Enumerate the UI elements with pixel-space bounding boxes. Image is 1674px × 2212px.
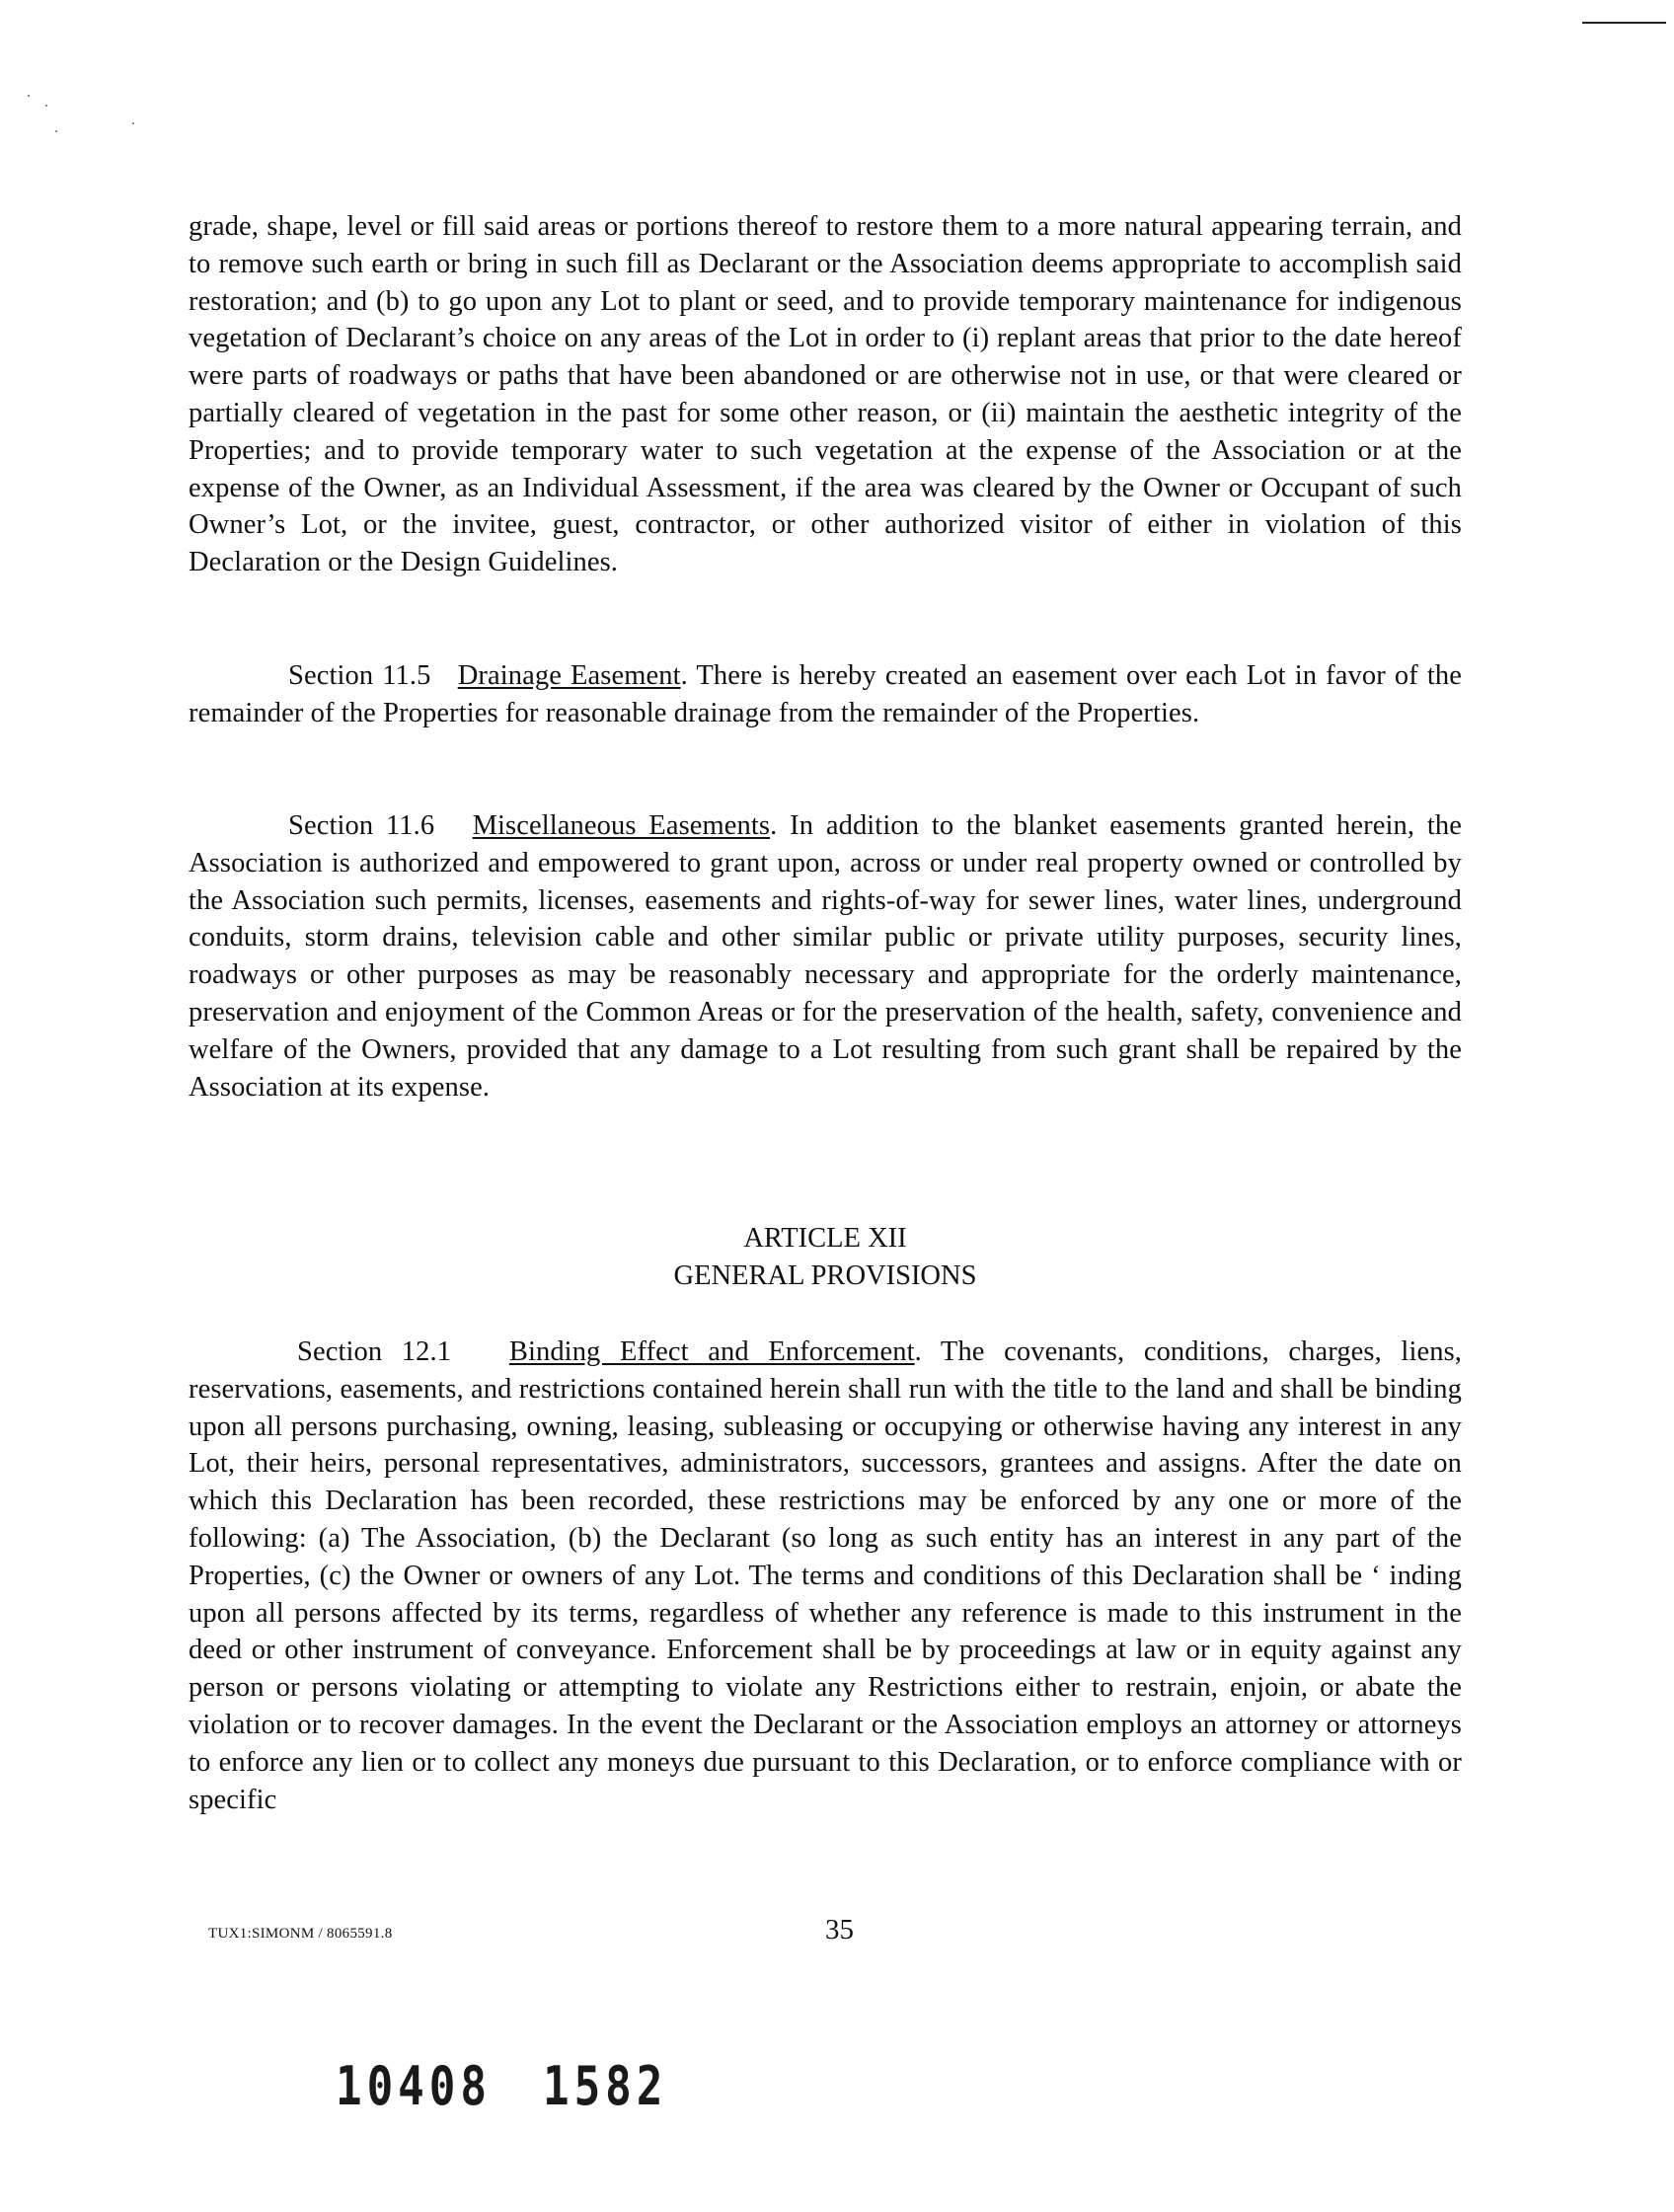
scan-speck — [45, 105, 47, 107]
scan-speck — [55, 130, 57, 132]
section-12-1 — [189, 1334, 1462, 1818]
section-title: Miscellaneous Easements — [472, 810, 771, 841]
article-number: ARTICLE XII — [743, 1223, 907, 1254]
article-title: GENERAL PROVISIONS — [673, 1260, 977, 1291]
scan-speck — [132, 122, 134, 124]
section-number: Section 12.1 — [297, 1336, 452, 1367]
section-body: . The covenants, conditions, charges, liens, reservations, easements, and restrictions contained herein shall run with the title to the land and shall be binding upon all persons purchasing, owning, leasing, subleasing or occupying or otherwise having any interest in any Lot, their heirs, personal representatives, administrators, successors, grantees and assigns. After the date on which this Declaration has been recorded, these restrictions may be enforced by any one or more of the following: (a) The Association, (b) the Declarant (so long as such entity has an interest in any part of the Properties, (c) the Owner or owners of any Lot. The terms and conditions of this Declaration shall be ‘ inding upon all persons affected by its terms, regardless of whether any reference is made to this instrument in the deed or other instrument of conveyance. Enforcement shall be by proceedings at law or in equity against any person or persons violating or attempting to violate any Restrictions either to restrain, enjoin, or abate the violation or to recover damages. In the event the Declarant or the Association employs an attorney or attorneys to enforce any lien or to collect any moneys due pursuant to this Declaration, or to enforce compliance with or specific — [189, 1336, 1462, 1815]
scan-speck — [28, 95, 30, 97]
recording-book-number: 10408 — [336, 2055, 492, 2117]
page-number: 35 — [825, 1914, 854, 1945]
document-id: TUX1:SIMONM / 8065591.8 — [208, 1926, 393, 1942]
section-11-5 — [189, 657, 1462, 732]
section-title: Drainage Easement — [457, 660, 681, 691]
section-number: Section 11.5 — [288, 660, 431, 691]
paragraph-continued: grade, shape, level or fill said areas or portions thereof to restore them to a more natural appearing terrain, and to remove such earth or bring in such fill as Declarant or the Association deems appropriate to accomplish said restoration; and (b) to go upon any Lot to plant or seed, and to provide temporary maintenance for indigenous vegetation of Declarant’s choice on any areas of the Lot in order to (i) replant areas that prior to the date hereof were parts of roadways or paths that have been abandoned or are otherwise not in use, or that were cleared or partially cleared of vegetation in the past for some other reason, or (ii) maintain the aesthetic integrity of the Properties; and to provide temporary water to such vegetation at the expense of the Association or at the expense of the Owner, as an Individual Assessment, if the area was cleared by the Owner or Occupant of such Owner’s Lot, or the invitee, guest, contractor, or other authorized visitor of either in violation of this Declaration or the Design Guidelines. — [189, 211, 1462, 578]
section-11-6 — [189, 807, 1462, 1106]
section-body: . There is hereby created an easement over each Lot in favor of the remainder of the Properties for reasonable drainage from the remainder of the Properties. — [189, 660, 1462, 728]
section-body: . In addition to the blanket easements granted herein, the Association is authorized and empowered to grant upon, across or under real property owned or controlled by the Association such permits, licenses, easements and rights-of-way for sewer lines, water lines, underground conduits, storm drains, television cable and other similar public or private utility purposes, security lines, roadways or other purposes as may be reasonably necessary and appropriate for the orderly maintenance, preservation and enjoyment of the Common Areas or for the preservation of the health, safety, convenience and welfare of the Owners, provided that any damage to a Lot resulting from such grant shall be repaired by the Association at its expense. — [189, 810, 1462, 1103]
scan-edge-mark — [1582, 22, 1666, 24]
section-number: Section 11.6 — [288, 810, 435, 841]
section-title: Binding Effect and Enforcement — [508, 1336, 915, 1367]
recording-page-number: 1582 — [543, 2055, 668, 2117]
